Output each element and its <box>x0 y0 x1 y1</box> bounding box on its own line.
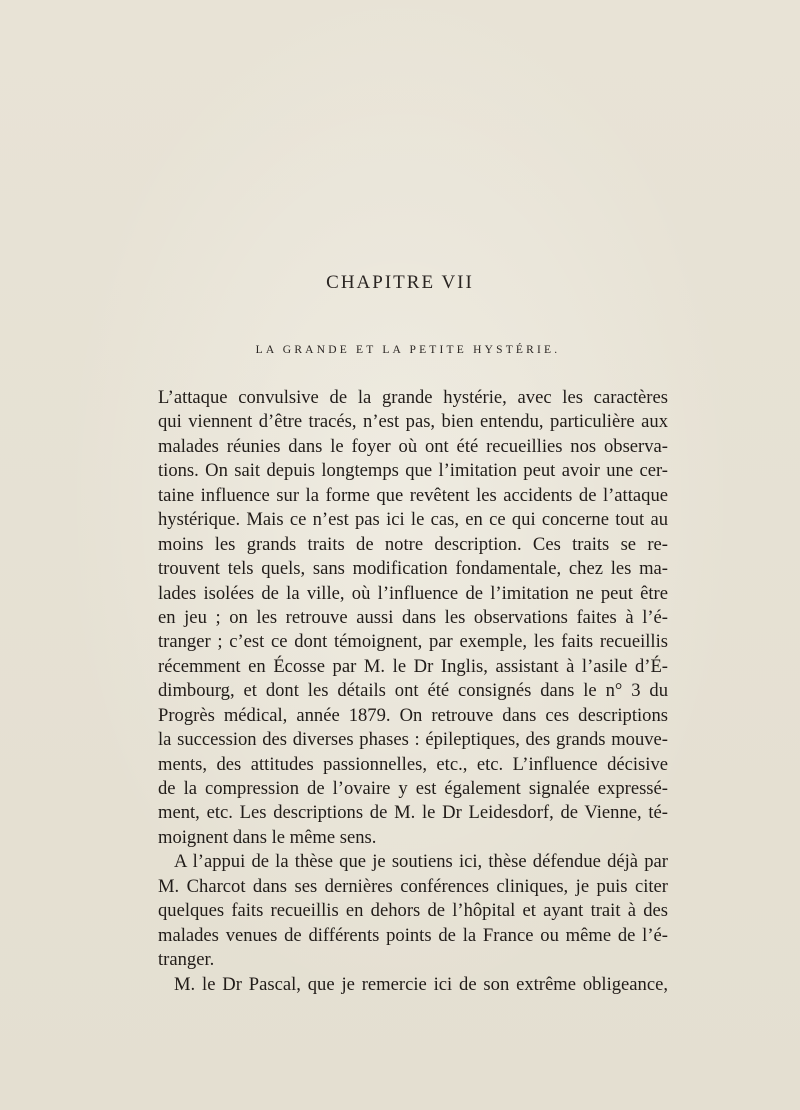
text-line: hystérique. Mais ce n’est pas ici le cas, en ce qui concerne tout au <box>158 509 668 531</box>
text-line: quelques faits recueillis en dehors de l’hôpital et ayant trait à des <box>158 900 668 922</box>
text-line: lades isolées de la ville, où l’influence de l’imitation ne peut être <box>158 582 668 604</box>
text-line: en jeu ; on les retrouve aussi dans les observations faites à l’é- <box>158 606 668 628</box>
text-line: Progrès médical, année 1879. On retrouve dans ces descriptions <box>158 704 668 726</box>
text-line: M. le Dr Pascal, que je remercie ici de son extrême obligeance, <box>174 973 668 995</box>
text-line: de la compression de l’ovaire y est également signalée expressé- <box>158 778 668 799</box>
text-line: malades réunies dans le foyer où ont été recueillies nos observa- <box>158 435 668 457</box>
text-line: la succession des diverses phases : épileptiques, des grands mouve- <box>158 729 668 751</box>
text-line: dimbourg, et dont les détails ont été consignés dans le n° 3 du <box>158 680 668 702</box>
text-line: ment, etc. Les descriptions de M. le Dr Leidesdorf, de Vienne, té- <box>158 802 668 824</box>
text-line: moignent dans le même sens. <box>158 826 377 848</box>
text-line: malades venues de différents points de la France ou même de l’é- <box>158 924 668 946</box>
text-line: taine influence sur la forme que revêtent les accidents de l’attaque <box>158 484 668 506</box>
text-line: ments, des attitudes passionnelles, etc., etc. L’influence décisive <box>158 753 668 775</box>
text-line: moins les grands traits de notre description. Ces traits se re- <box>158 533 668 555</box>
text-line: tions. On sait depuis longtemps que l’imitation peut avoir une cer- <box>158 460 668 482</box>
text-line: L’attaque convulsive de la grande hystérie, avec les caractères <box>158 387 668 408</box>
text-line: M. Charcot dans ses dernières conférences cliniques, je puis citer <box>158 875 668 897</box>
text-line: tranger. <box>158 949 215 971</box>
chapter-subtitle: LA GRANDE ET LA PETITE HYSTÉRIE. <box>255 344 561 356</box>
text-line: A l’appui de la thèse que je soutiens ici, thèse défendue déjà par <box>174 851 668 873</box>
body-text <box>158 386 668 997</box>
text-line: tranger ; c’est ce dont témoignent, par exemple, les faits recueillis <box>158 631 668 653</box>
text-line: qui viennent d’être tracés, n’est pas, bien entendu, particulière aux <box>158 411 668 433</box>
text-line: trouvent tels quels, sans modification fondamentale, chez les ma- <box>158 558 668 580</box>
chapter-title: CHAPITRE VII <box>326 272 474 293</box>
text-line: récemment en Écosse par M. le Dr Inglis, assistant à l’asile d’É- <box>158 655 668 677</box>
